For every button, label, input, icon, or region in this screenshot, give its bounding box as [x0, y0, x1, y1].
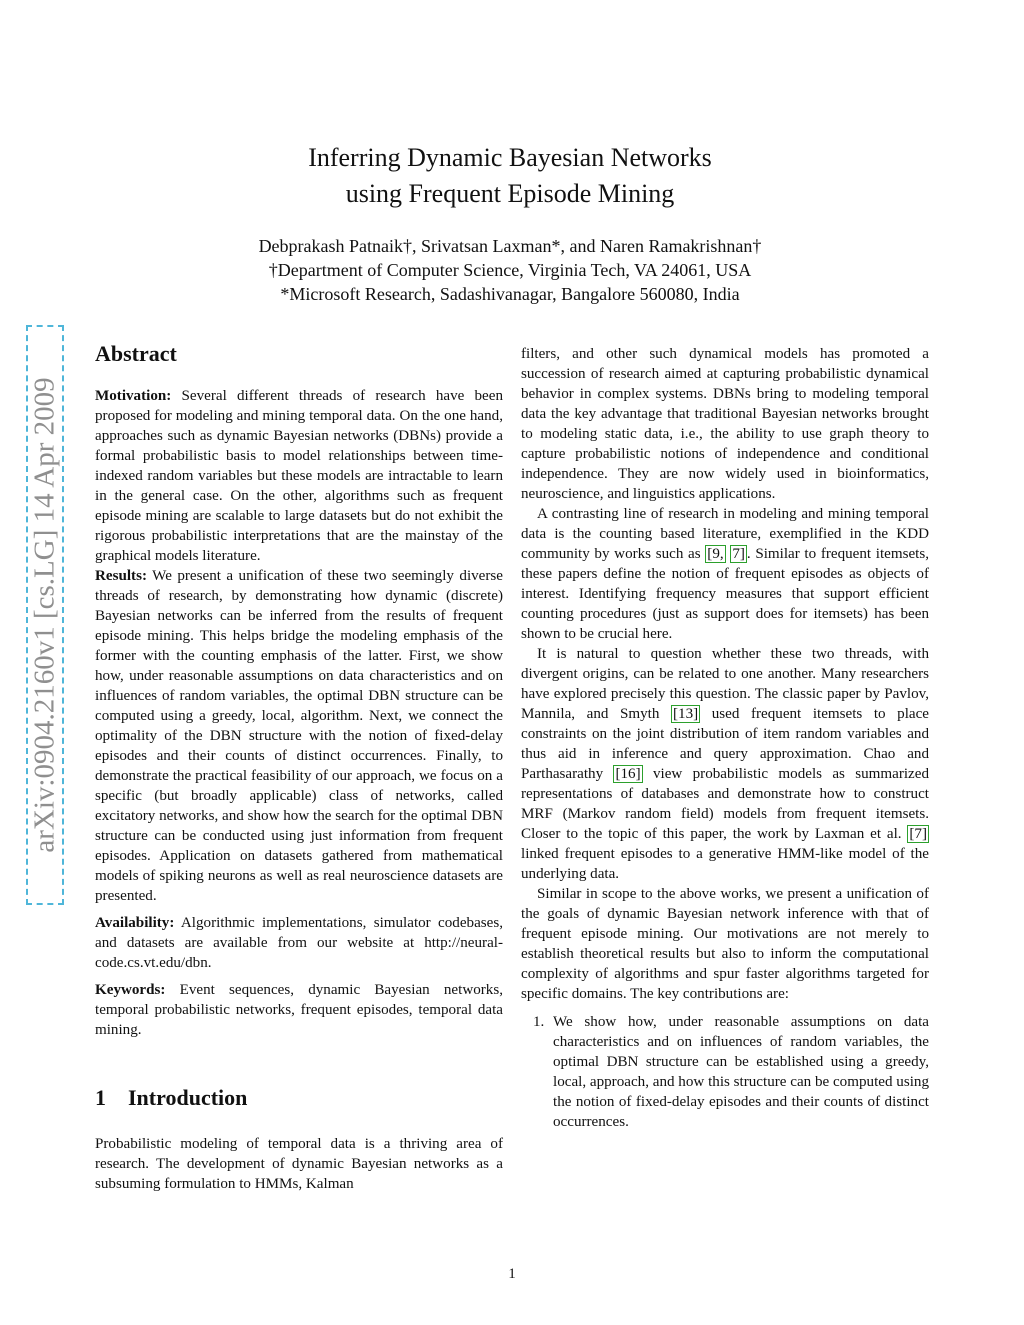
- results-label: Results:: [95, 568, 147, 584]
- citation-13[interactable]: [13]: [673, 706, 699, 722]
- section-title: Introduction: [128, 1085, 248, 1110]
- citation-7-laxman[interactable]: [7]: [909, 826, 928, 842]
- keywords-label: Keywords:: [95, 982, 166, 998]
- intro-paragraph-4: Similar in scope to the above works, we present a unification of the goals of dynamic Bayesian network inference with that of frequent episode mining. Our motivations are not merely to establish theoretical results but also to inform the computational complexity of algorithms and spur faster algorithms targeted for specific domains. The key contributions are:: [521, 886, 929, 1002]
- motivation-label: Motivation:: [95, 388, 172, 404]
- paper-title: [180, 140, 840, 212]
- title-line-1: Inferring Dynamic Bayesian Networks: [308, 143, 712, 172]
- para3-text-b: used frequent itemsets to place constraints on the joint distribution of item random variables and thus aid in inference and query approximation. Chao and Parthasarathy: [521, 706, 929, 782]
- intro-paragraph-3: [521, 644, 929, 884]
- para3-text-d: linked frequent episodes to a generative HMM-like model of the underlying data.: [521, 846, 929, 882]
- arxiv-id: arXiv:0904.2160v1 [cs.LG] 14 Apr 2009: [28, 377, 61, 853]
- authors-block: [180, 234, 840, 306]
- availability-label: Availability:: [95, 915, 175, 931]
- para2-text-a: A contrasting line of research in modeling and mining temporal data is the counting based literature, exemplified in the KDD community by works such as: [521, 506, 929, 562]
- citation-9[interactable]: [9,: [707, 546, 724, 562]
- abstract-results: [95, 566, 503, 906]
- para3-text-c: view probabilistic models as summarized representations of databases and demonstrate how to construct MRF (Markov random field) models from frequent itemsets. Closer to the topic of this paper, the work by Laxman et al.: [521, 766, 929, 842]
- page-number: 1: [508, 1266, 516, 1282]
- citation-7[interactable]: 7]: [732, 546, 745, 562]
- intro-paragraph-2: [521, 504, 929, 644]
- arxiv-stamp: [26, 325, 64, 905]
- title-line-2: using Frequent Episode Mining: [345, 179, 675, 208]
- introduction-heading: [95, 1085, 503, 1110]
- contributions-list: [521, 1012, 929, 1132]
- left-column: [95, 341, 503, 1194]
- para2-text-b: . Similar to frequent itemsets, these papers define the notion of frequent episodes as objects of interest. Identifying frequency measures that support efficient counting procedures (just as support does for itemsets) has been shown to be crucial here.: [521, 546, 930, 642]
- affiliation-1: †Department of Computer Science, Virginia Tech, VA 24061, USA: [268, 260, 752, 280]
- affiliation-2: *Microsoft Research, Sadashivanagar, Bangalore 560080, India: [280, 284, 740, 304]
- list-item-text: We show how, under reasonable assumptions on data characteristics and on influences of random variables, the optimal DBN structure can be established using a greedy, local, approach, and how this structure can be computed using the notion of fixed-delay episodes and their counts of distinct occurrences.: [553, 1014, 929, 1130]
- section-number: 1: [95, 1085, 106, 1110]
- list-item-number: 1.: [533, 1014, 545, 1030]
- intro-paragraph-1-start: Probabilistic modeling of temporal data is a thriving area of research. The development of dynamic Bayesian networks as a subsuming formulation to HMMs, Kalman: [95, 1136, 503, 1192]
- citation-16[interactable]: [16]: [615, 766, 641, 782]
- abstract-keywords: [95, 980, 503, 1040]
- title-block: [180, 140, 840, 306]
- intro-paragraph-1-cont: filters, and other such dynamical models has promoted a succession of research aimed at capturing probabilistic dynamical behavior in complex systems. DBNs bring to modeling temporal data the key advantage that traditional Bayesian networks brought to modeling static data, i.e., the ability to use graph theory to capture probabilistic notions of independence and conditional independence. They are now widely used in bioinformatics, neuroscience, and linguistics applications.: [521, 346, 929, 502]
- keywords-text: Event sequences, dynamic Bayesian networks, temporal probabilistic networks, frequent episodes, temporal data mining.: [95, 982, 503, 1038]
- abstract-availability: [95, 913, 503, 973]
- availability-text: Algorithmic implementations, simulator codebases, and datasets are available from our website at http://neural-code.cs.vt.edu/dbn.: [95, 915, 503, 971]
- author-list: Debprakash Patnaik†, Srivatsan Laxman*, and Naren Ramakrishnan†: [258, 236, 762, 256]
- motivation-text: Several different threads of research have been proposed for modeling and mining temporal data. On the one hand, approaches such as dynamic Bayesian networks (DBNs) provide a formal probabilistic basis to model relationships between time-indexed random variables but these models are intractable to learn in the general case. On the other, algorithms such as frequent episode mining are scalable to large datasets but do not exhibit the rigorous probabilistic interpretations that are the mainstay of the graphical models literature.: [95, 388, 503, 564]
- abstract-heading: Abstract: [95, 341, 177, 366]
- results-text: We present a unification of these two seemingly diverse threads of research, by demonstrating how dynamic (discrete) Bayesian networks can be inferred from the results of frequent episode mining. This helps bridge the modeling emphasis of the former with the counting emphasis of the latter. First, we show how, under reasonable assumptions on data characteristics and on influences of random variables, the optimal DBN structure can be computed using a greedy, local, algorithm. Next, we connect the optimality of the DBN structure with the notion of fixed-delay episodes and their counts of distinct occurrences. Finally, to demonstrate the practical feasibility of our approach, we focus on a specific (but broadly applicable) class of networks, called excitatory networks, and show how the search for the optimal DBN structure can be conducted using just information from frequent episodes. Application on datasets gathered from mathematical models of spiking neurons as well as real neuroscience datasets are presented.: [95, 568, 503, 904]
- list-item: [521, 1012, 929, 1132]
- abstract-motivation: [95, 386, 503, 566]
- right-column: [521, 344, 929, 1132]
- para3-text-a: It is natural to question whether these two threads, with divergent origins, can be related to one another. Many researchers have explored precisely this question. The classic paper by Pavlov, Mannila, and Smyth: [521, 646, 929, 722]
